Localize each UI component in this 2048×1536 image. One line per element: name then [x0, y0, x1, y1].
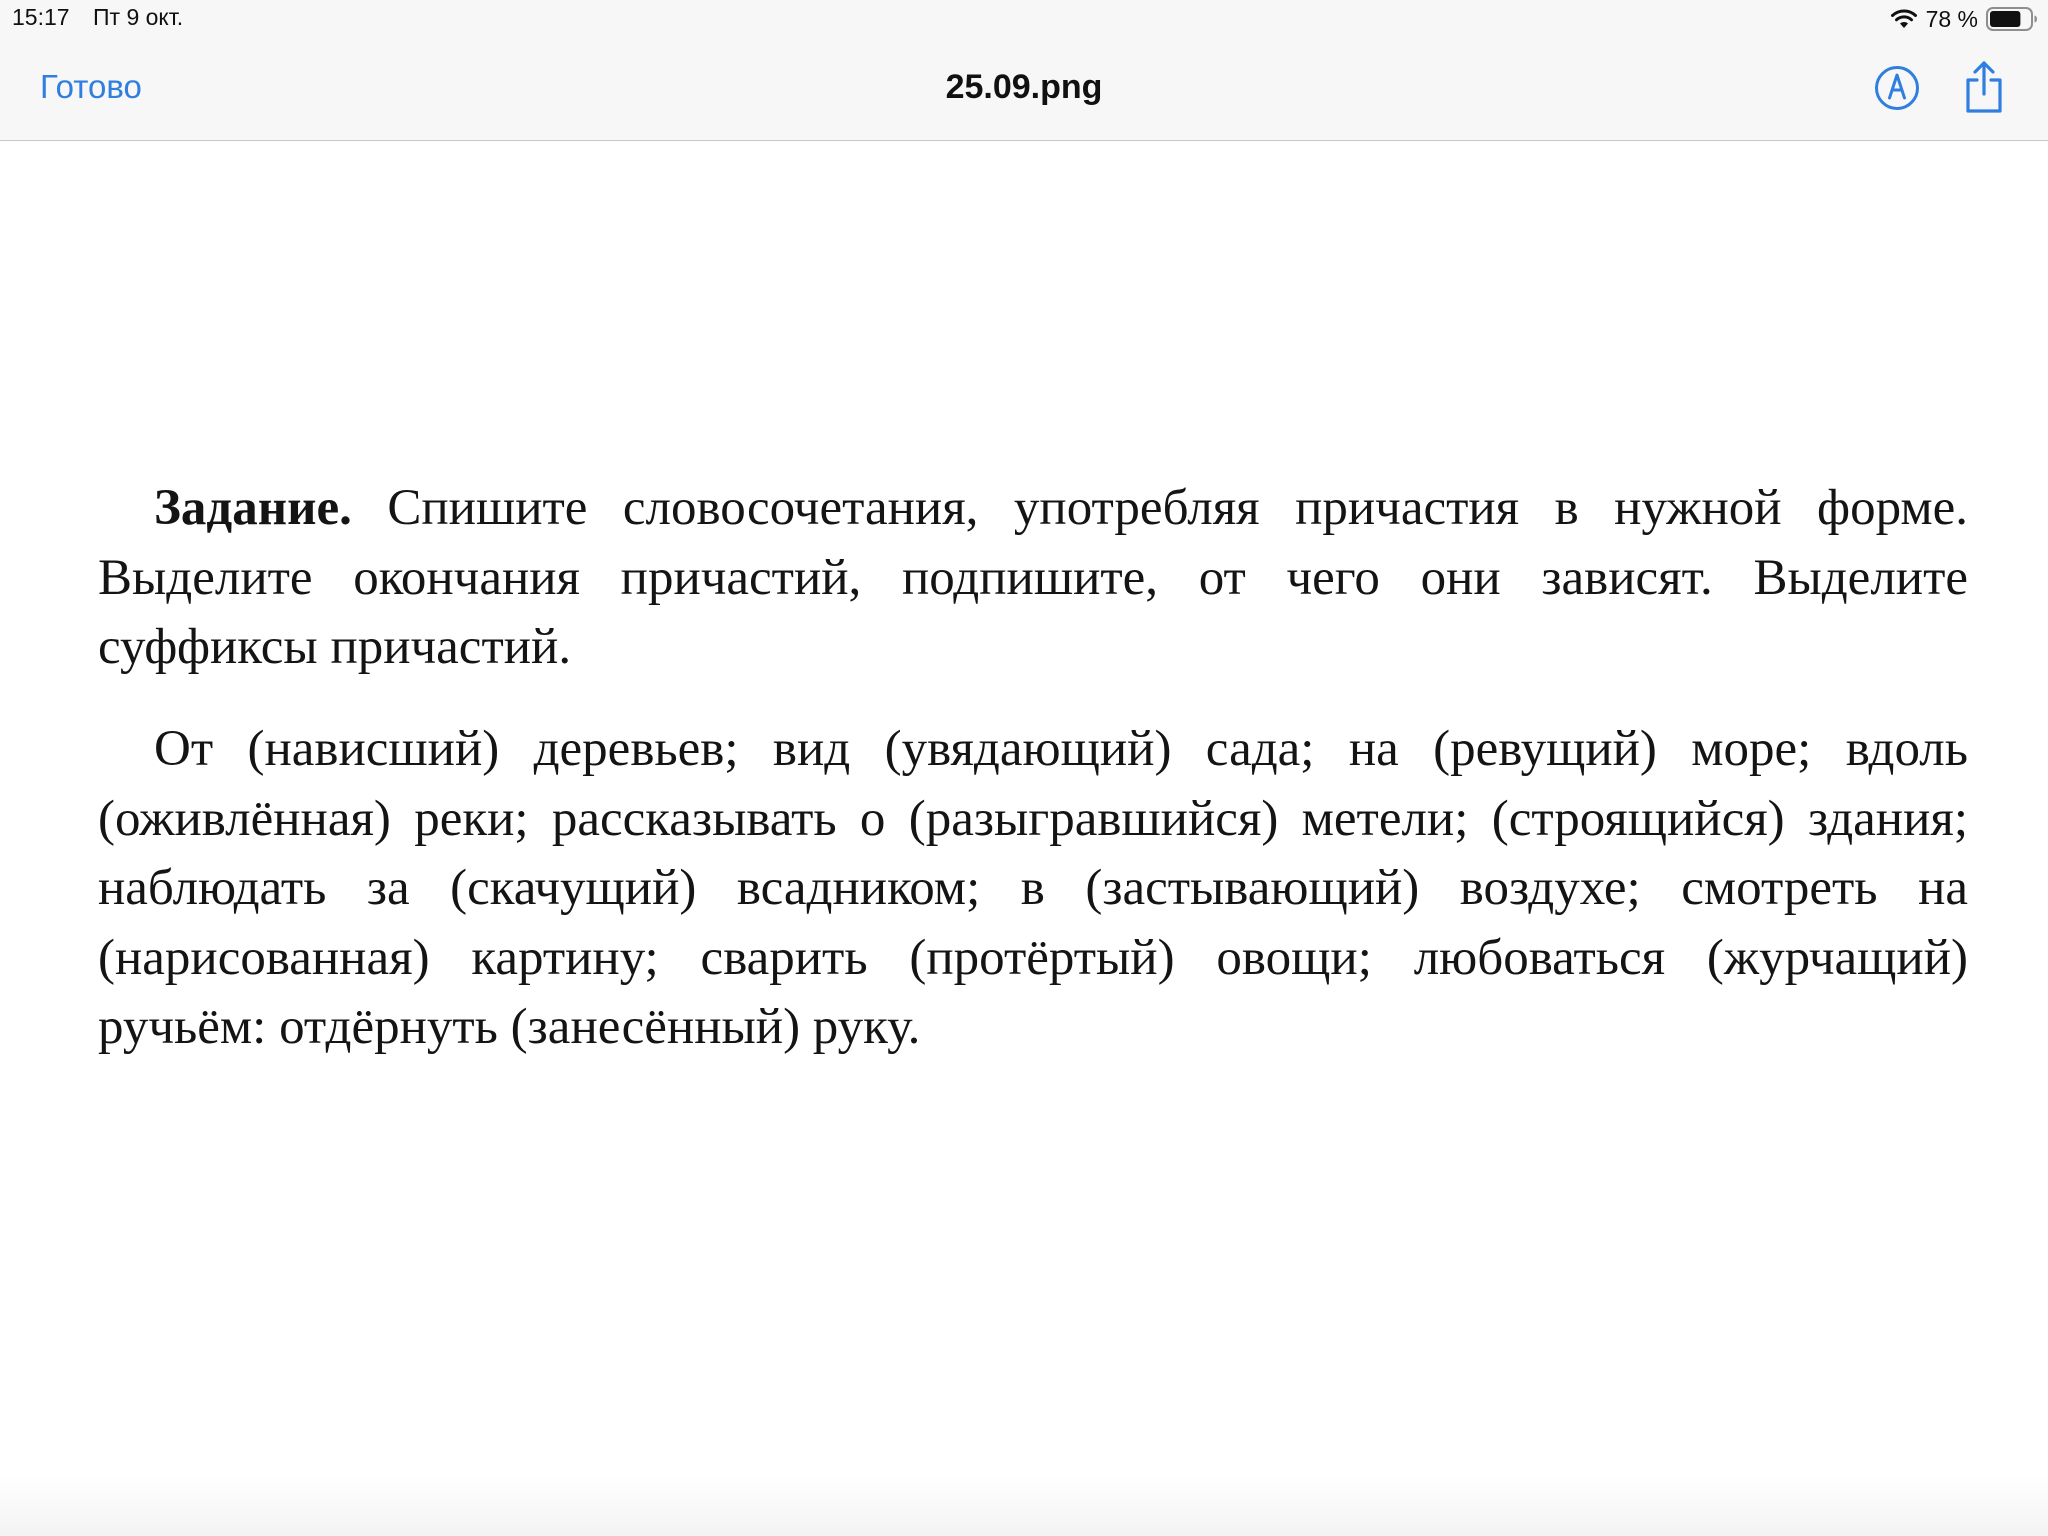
markup-pen-icon [1873, 64, 1921, 112]
done-button[interactable]: Готово [40, 68, 142, 105]
document-title: 25.09.png [945, 68, 1103, 106]
share-icon [1962, 60, 2006, 114]
exercise-paragraph: От (нависший) деревьев; вид (увядающий) сада; на (ревущий) море; вдоль (оживлённая) реки; рассказывать о (разыгравшийся) метели; (строящийся) здания; наблюдать за (скачущий) всадником; в (застывающий) воздухе; смотреть на (нарисованная) картину; сварить (протёртый) овощи; любоваться (журчащий) ручьём: отдёрнуть (занесённый) руку. [98, 721, 1968, 1055]
document-image [0, 141, 2048, 1536]
status-indicators [1890, 4, 2038, 34]
markup-button[interactable] [1873, 64, 1921, 112]
navigation-bar [0, 40, 2048, 141]
status-time: 15:17 [12, 4, 70, 30]
wifi-icon [1890, 8, 1918, 30]
task-text: Спишите словосочетания, употребляя причастия в нужной форме. Выделите окончания причастий, подпишите, от чего они зависят. Выделите суффиксы причастий. [98, 480, 1968, 675]
task-paragraph [98, 474, 1968, 683]
battery-icon [1986, 7, 2038, 31]
task-heading: Задание. [154, 480, 352, 536]
share-button[interactable] [1962, 60, 2006, 114]
status-date: Пт 9 окт. [93, 4, 184, 30]
battery-percent: 78 % [1925, 5, 1978, 32]
status-bar [0, 0, 2048, 40]
bottom-shade [0, 1476, 2048, 1536]
